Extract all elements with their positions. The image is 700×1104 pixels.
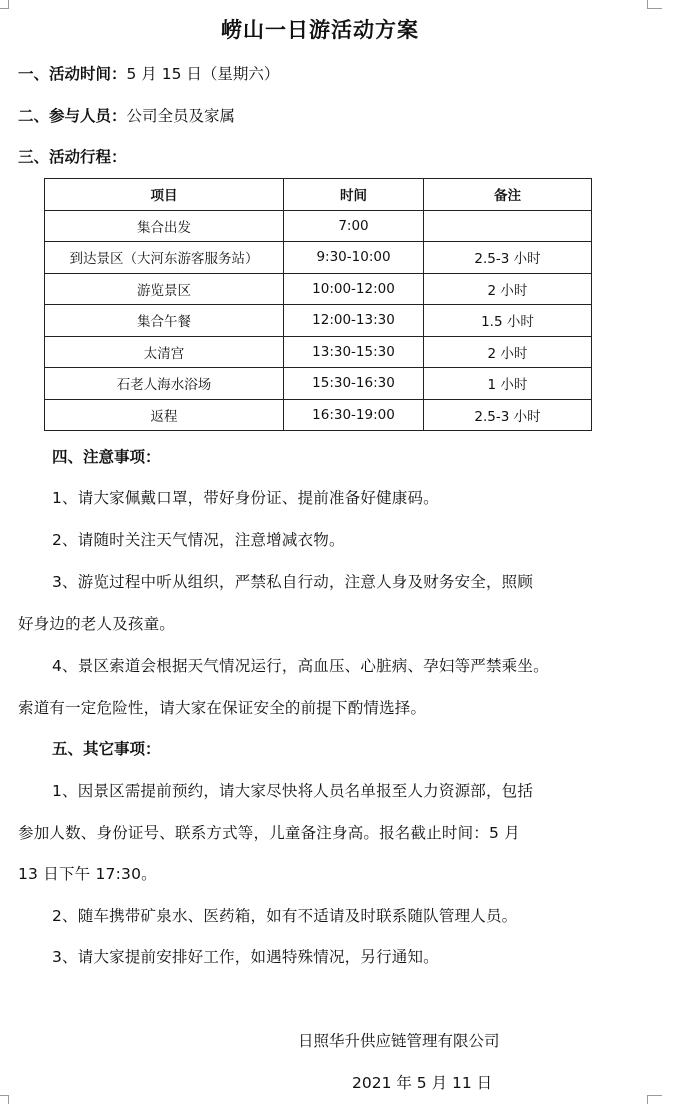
- other-heading: 五、其它事项：: [52, 740, 161, 758]
- cell-remark: [423, 210, 591, 242]
- document-title: 崂山一日游活动方案: [221, 18, 419, 42]
- cell-item: 游览景区: [45, 273, 284, 305]
- page-corner-mark: [647, 1095, 662, 1104]
- note-line: 3、游览过程中听从组织，严禁私自行动，注意人身及财务安全，照顾: [52, 573, 534, 591]
- table-row: [45, 210, 592, 242]
- page-corner-mark: [0, 0, 9, 9]
- itinerary-line: [18, 145, 127, 167]
- other-line: 参加人数、身份证号、联系方式等，儿童备注身高。报名截止时间：5 月: [18, 824, 520, 842]
- cell-remark: 1.5 小时: [423, 305, 591, 337]
- table-header-row: [45, 179, 592, 211]
- itinerary-label: 三、活动行程：: [18, 148, 127, 166]
- cell-remark: 1 小时: [423, 368, 591, 400]
- activity-time-label: 一、活动时间：: [18, 65, 127, 83]
- cell-item: 集合午餐: [45, 305, 284, 337]
- cell-time: 10:00-12:00: [284, 273, 424, 305]
- activity-time-value: 5 月 15 日（星期六）: [126, 65, 280, 83]
- page-corner-mark: [647, 0, 662, 9]
- cell-remark: 2.5-3 小时: [423, 399, 591, 431]
- table-row: [45, 242, 592, 274]
- cell-item: 集合出发: [45, 210, 284, 242]
- page-corner-mark: [0, 1095, 9, 1104]
- cell-remark: 2 小时: [423, 273, 591, 305]
- table-row: [45, 399, 592, 431]
- cell-time: 9:30-10:00: [284, 242, 424, 274]
- signature-date: 2021 年 5 月 11 日: [352, 1074, 493, 1092]
- cell-item: 到达景区（大河东游客服务站）: [45, 242, 284, 274]
- cell-item: 石老人海水浴场: [45, 368, 284, 400]
- cell-item: 返程: [45, 399, 284, 431]
- schedule-table: [44, 178, 592, 431]
- header-time: 时间: [284, 179, 424, 211]
- other-line: 2、随车携带矿泉水、医药箱，如有不适请及时联系随队管理人员。: [52, 907, 518, 925]
- table-row: [45, 273, 592, 305]
- notes-heading: 四、注意事项：: [52, 448, 161, 466]
- company-signature: 日照华升供应链管理有限公司: [298, 1032, 500, 1050]
- cell-time: 16:30-19:00: [284, 399, 424, 431]
- other-line: 13 日下午 17:30。: [18, 865, 157, 883]
- note-line: 2、请随时关注天气情况，注意增减衣物。: [52, 531, 345, 549]
- table-row: [45, 368, 592, 400]
- note-line: 4、景区索道会根据天气情况运行，高血压、心脏病、孕妇等严禁乘坐。: [52, 657, 549, 675]
- other-line: 1、因景区需提前预约，请大家尽快将人员名单报至人力资源部，包括: [52, 782, 534, 800]
- cell-remark: 2 小时: [423, 336, 591, 368]
- participants-value: 公司全员及家属: [126, 107, 236, 125]
- table-row: [45, 305, 592, 337]
- cell-remark: 2.5-3 小时: [423, 242, 591, 274]
- cell-time: 13:30-15:30: [284, 336, 424, 368]
- note-line: 好身边的老人及孩童。: [18, 615, 176, 633]
- cell-time: 12:00-13:30: [284, 305, 424, 337]
- participants-line: [18, 104, 235, 126]
- table-row: [45, 336, 592, 368]
- header-item: 项目: [45, 179, 284, 211]
- header-remark: 备注: [423, 179, 591, 211]
- activity-time-line: [18, 62, 279, 84]
- participants-label: 二、参与人员：: [18, 107, 127, 125]
- note-line: 1、请大家佩戴口罩，带好身份证、提前准备好健康码。: [52, 489, 439, 507]
- cell-item: 太清宫: [45, 336, 284, 368]
- cell-time: 15:30-16:30: [284, 368, 424, 400]
- cell-time: 7:00: [284, 210, 424, 242]
- note-line: 索道有一定危险性，请大家在保证安全的前提下酌情选择。: [18, 699, 427, 717]
- other-line: 3、请大家提前安排好工作，如遇特殊情况，另行通知。: [52, 948, 439, 966]
